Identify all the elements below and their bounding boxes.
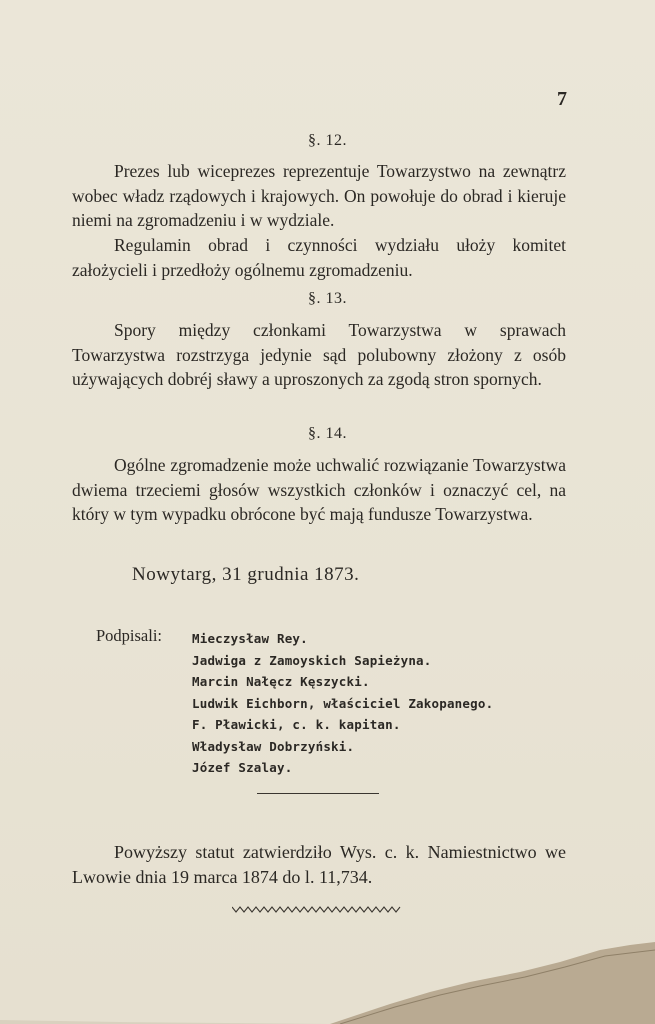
signatures-list (192, 628, 493, 779)
signatory-name: Józef Szalay. (192, 760, 293, 775)
paragraph-text: Regulamin obrad i czynności wydziału ułoży komitet założycieli i przedłoży ogólnemu zgromadzeniu. (72, 235, 566, 280)
section-12-paragraph-2 (72, 233, 566, 282)
paragraph-text: Spory między członkami Towarzystwa w sprawach Towarzystwa rozstrzyga jedynie sąd polubowny złożony z osób używających dobréj sławy a uproszonych za zgodą stron spornych. (72, 320, 566, 389)
section-13-paragraph-1 (72, 318, 566, 392)
approval-paragraph (72, 840, 566, 890)
signatory-name: Marcin Nałęcz Kęszycki. (192, 674, 370, 689)
paragraph-text: Ogólne zgromadzenie może uchwalić rozwiązanie Towarzystwa dwiema trzeciemi głosów wszystkich członków i oznaczyć cel, na który w tym wypadku obrócone być mają fundusze Towarzystwa. (72, 455, 566, 524)
approval-text: Powyższy statut zatwierdziło Wys. c. k. Namiestnictwo we Lwowie dnia 19 marca 1874 do l. 11,734. (72, 842, 566, 887)
section-14-paragraph-1 (72, 453, 566, 527)
signatures-label: Podpisali: (96, 626, 163, 645)
signatory-name: F. Pławicki, c. k. kapitan. (192, 717, 401, 732)
place-date: Nowytarg, 31 grudnia 1873. (132, 564, 360, 585)
section-12-paragraph-1 (72, 159, 566, 233)
wavy-ornament (232, 902, 402, 916)
divider-rule (257, 793, 379, 794)
signatory-name: Mieczysław Rey. (192, 631, 308, 646)
signatory-name: Ludwik Eichborn, właściciel Zakopanego. (192, 695, 494, 711)
signatory-name: Jadwiga z Zamoyskich Sapieżyna. (192, 652, 432, 668)
paragraph-text: Prezes lub wiceprezes reprezentuje Towarzystwo na zewnątrz wobec władz rządowych i krajowych. On powołuje do obrad i kieruje niemi na zgromadzeniu i w wydziale. (72, 161, 566, 230)
signatory-name: Władysław Dobrzyński. (192, 738, 355, 754)
page-number: 7 (557, 88, 567, 110)
section-heading-14: §. 14. (308, 425, 347, 442)
section-heading-13: §. 13. (308, 290, 347, 307)
section-heading-12: §. 12. (308, 132, 347, 149)
